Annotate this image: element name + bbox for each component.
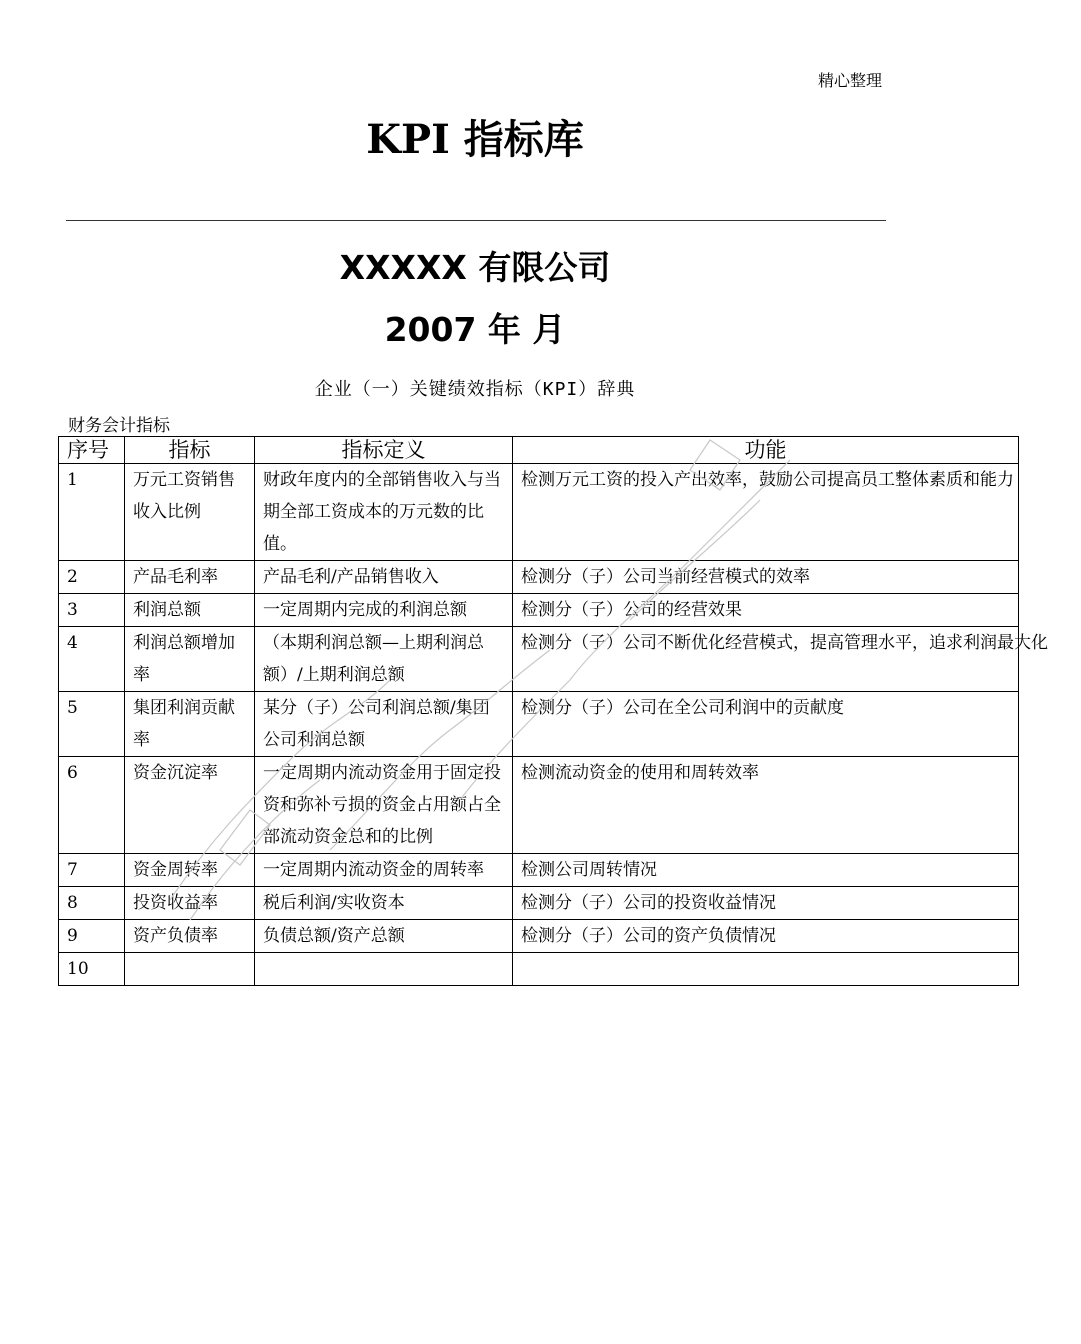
header-note: 精心整理 — [817, 71, 882, 90]
row-number: 4 — [59, 627, 125, 692]
table-row — [59, 594, 1019, 627]
table-row — [59, 887, 1019, 920]
table-row — [59, 757, 1019, 854]
table-row — [59, 854, 1019, 887]
table-row — [59, 627, 1019, 692]
row-function: 检测分（子）公司的投资收益情况 — [513, 887, 1019, 920]
row-definition: 税后利润/实收资本 — [255, 887, 513, 920]
row-indicator: 万元工资销售收入比例 — [125, 464, 255, 561]
table-row — [59, 464, 1019, 561]
row-function: 检测分（子）公司的经营效果 — [513, 594, 1019, 627]
row-definition: 一定周期内流动资金用于固定投资和弥补亏损的资金占用额占全部流动资金总和的比例 — [255, 757, 513, 854]
row-definition: （本期利润总额—上期利润总额）/上期利润总额 — [255, 627, 513, 692]
row-function: 检测分（子）公司当前经营模式的效率 — [513, 561, 1019, 594]
row-definition: 某分（子）公司利润总额/集团公司利润总额 — [255, 692, 513, 757]
row-indicator: 集团利润贡献率 — [125, 692, 255, 757]
row-definition: 负债总额/资产总额 — [255, 920, 513, 953]
kpi-table — [58, 436, 1048, 986]
row-definition: 产品毛利/产品销售收入 — [255, 561, 513, 594]
row-number: 10 — [59, 953, 125, 986]
header-definition: 指标定义 — [255, 437, 513, 464]
header-number: 序号 — [59, 437, 125, 464]
row-number: 3 — [59, 594, 125, 627]
header-function: 功能 — [513, 437, 1019, 464]
row-indicator: 资产负债率 — [125, 920, 255, 953]
row-function-text: 检测分（子）公司不断优化经营模式，提高管理水平，追求利润最大化 — [521, 633, 1048, 653]
table-row — [59, 953, 1019, 986]
row-indicator: 资金周转率 — [125, 854, 255, 887]
row-indicator: 利润总额 — [125, 594, 255, 627]
divider — [66, 220, 886, 221]
row-function: 检测分（子）公司在全公司利润中的贡献度 — [513, 692, 1019, 757]
row-number: 1 — [59, 464, 125, 561]
table-row — [59, 920, 1019, 953]
row-indicator: 利润总额增加率 — [125, 627, 255, 692]
table-header-row — [59, 437, 1019, 464]
row-number: 9 — [59, 920, 125, 953]
kpi-table-container — [58, 436, 1048, 986]
table-row — [59, 692, 1019, 757]
row-indicator — [125, 953, 255, 986]
row-function: 检测分（子）公司的资产负债情况 — [513, 920, 1019, 953]
dictionary-subtitle: 企业（一）关键绩效指标（KPI）辞典 — [314, 379, 636, 400]
section-label: 财务会计指标 — [68, 416, 170, 436]
row-number: 2 — [59, 561, 125, 594]
table-row — [59, 561, 1019, 594]
row-indicator: 投资收益率 — [125, 887, 255, 920]
row-function: 检测公司周转情况 — [513, 854, 1019, 887]
row-number: 5 — [59, 692, 125, 757]
row-number: 6 — [59, 757, 125, 854]
row-number: 7 — [59, 854, 125, 887]
row-definition: 一定周期内完成的利润总额 — [255, 594, 513, 627]
row-definition: 一定周期内流动资金的周转率 — [255, 854, 513, 887]
row-indicator: 产品毛利率 — [125, 561, 255, 594]
row-function — [513, 464, 1019, 561]
company-name: XXXXX 有限公司 — [339, 248, 611, 287]
row-function: 检测流动资金的使用和周转效率 — [513, 757, 1019, 854]
row-function — [513, 627, 1048, 692]
document-date: 2007 年 月 — [384, 310, 566, 349]
row-indicator: 资金沉淀率 — [125, 757, 255, 854]
row-function-text: 检测万元工资的投入产出效率，鼓励公司提高员工整体素质和能力 — [521, 470, 1014, 490]
document-title: KPI 指标库 — [366, 116, 584, 163]
row-definition — [255, 953, 513, 986]
row-function — [513, 953, 1019, 986]
header-indicator: 指标 — [125, 437, 255, 464]
row-definition: 财政年度内的全部销售收入与当期全部工资成本的万元数的比值。 — [255, 464, 513, 561]
row-number: 8 — [59, 887, 125, 920]
